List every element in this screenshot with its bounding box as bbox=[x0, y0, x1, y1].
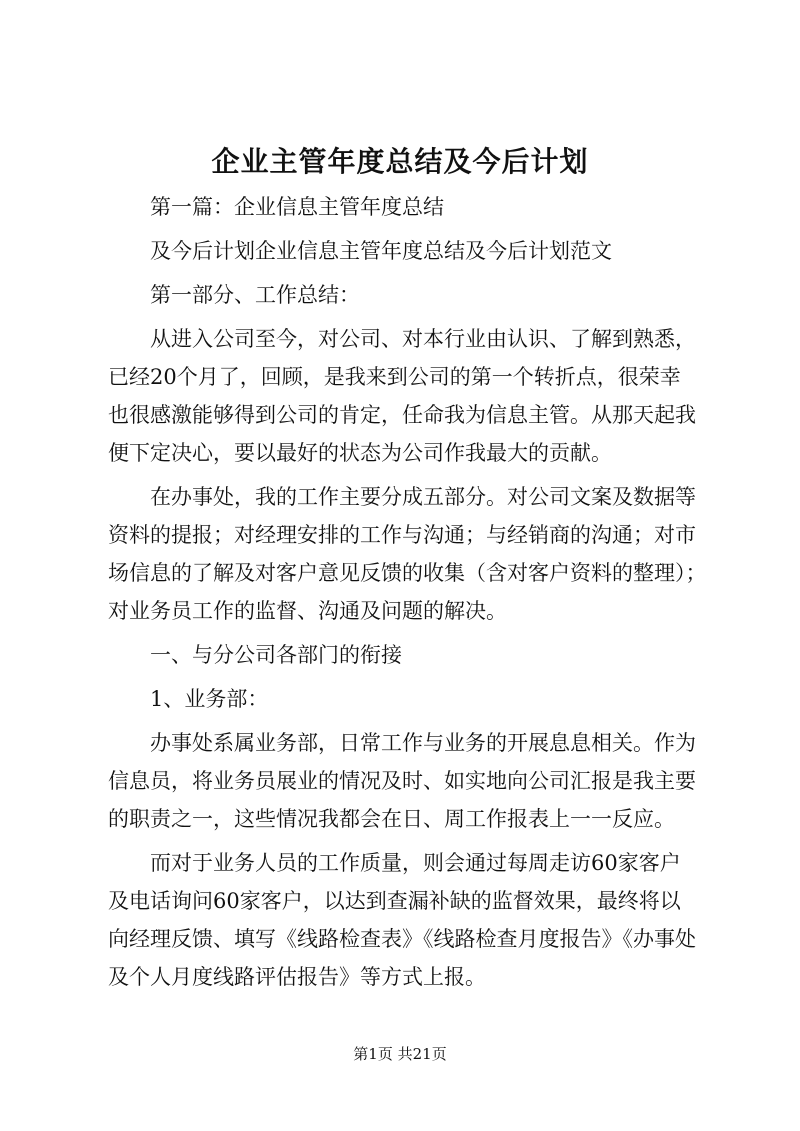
paragraph-line: 第一篇：企业信息主管年度总结 bbox=[150, 195, 444, 219]
paragraph-line: 及电话询问60家客户，以达到查漏补缺的监督效果，最终将以 bbox=[108, 889, 681, 913]
paragraph-line: 及个人月度线路评估报告》等方式上报。 bbox=[108, 965, 486, 989]
document-body bbox=[108, 188, 712, 996]
paragraph-line: 已经20个月了，回顾，是我来到公司的第一个转折点，很荣幸 bbox=[108, 365, 681, 389]
paragraph-line: 也很感激能够得到公司的肯定，任命我为信息主管。从那天起我 bbox=[108, 403, 696, 427]
paragraph-line: 信息员，将业务员展业的情况及时、如实地向公司汇报是我主要 bbox=[108, 769, 696, 793]
paragraph-line: 场信息的了解及对客户意见反馈的收集（含对客户资料的整理）； bbox=[108, 561, 707, 585]
paragraph-line: 从进入公司至今，对公司、对本行业由认识、了解到熟悉， bbox=[150, 327, 696, 351]
section-heading: 一、与分公司各部门的衔接 bbox=[150, 643, 402, 667]
paragraph-line: 的职责之一，这些情况我都会在日、周工作报表上一一反应。 bbox=[108, 807, 675, 831]
document-title: 企业主管年度总结及今后计划 bbox=[211, 145, 589, 178]
paragraph-line: 办事处系属业务部，日常工作与业务的开展息息相关。作为 bbox=[150, 731, 696, 755]
paragraph-line: 对业务员工作的监督、沟通及问题的解决。 bbox=[108, 599, 507, 623]
paragraph-line: 资料的提报；对经理安排的工作与沟通；与经销商的沟通；对市 bbox=[108, 523, 696, 547]
subsection-heading: 1、业务部： bbox=[150, 687, 269, 711]
paragraph-line: 及今后计划企业信息主管年度总结及今后计划范文 bbox=[150, 239, 612, 263]
paragraph-line: 而对于业务人员的工作质量，则会通过每周走访60家客户 bbox=[150, 851, 681, 875]
page-footer: 第1页 共21页 bbox=[353, 1045, 447, 1063]
paragraph-line: 向经理反馈、填写《线路检查表》《线路检查月度报告》《办事处 bbox=[108, 927, 696, 951]
paragraph-line: 便下定决心，要以最好的状态为公司作我最大的贡献。 bbox=[108, 441, 612, 465]
paragraph-line: 第一部分、工作总结： bbox=[150, 283, 360, 307]
paragraph-line: 在办事处，我的工作主要分成五部分。对公司文案及数据等 bbox=[150, 485, 696, 509]
